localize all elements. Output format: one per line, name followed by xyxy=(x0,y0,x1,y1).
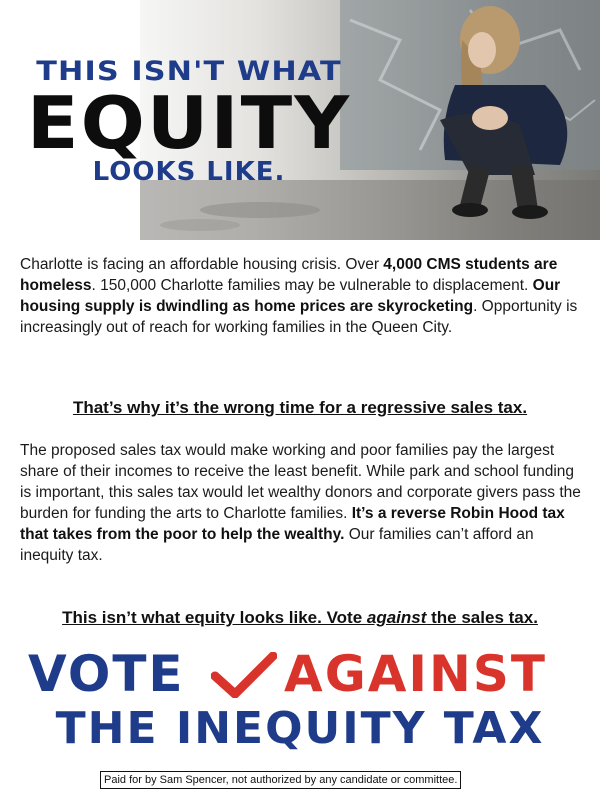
paid-for-disclaimer: Paid for by Sam Spencer, not authorized by any candidate or committee. xyxy=(100,771,461,789)
against-word: AGAINST xyxy=(284,645,547,703)
headline-line1: THIS ISN'T WHAT xyxy=(36,56,342,87)
headline-equity: EQUITY xyxy=(26,81,352,165)
cta-text-before: This isn’t what equity looks like. Vote xyxy=(62,608,367,627)
intro-bold-1: 4,000 CMS students are homeless xyxy=(20,256,558,294)
argument-paragraph xyxy=(20,440,585,566)
hero-banner xyxy=(0,0,600,240)
intro-paragraph xyxy=(20,254,585,338)
cta-text-after: the sales tax. xyxy=(426,608,538,627)
intro-text-3: . Opportunity is increasingly out of reach for working families in the Queen City. xyxy=(20,298,578,336)
argument-text-2: Our families can’t afford an inequity tax. xyxy=(20,526,534,564)
section-heading-regressive-tax: That’s why it’s the wrong time for a regressive sales tax. xyxy=(72,398,528,417)
cta-italic-against: against xyxy=(366,608,427,627)
headline xyxy=(24,56,354,188)
inequity-tax-line: THE INEQUITY TAX xyxy=(55,703,545,754)
vote-banner xyxy=(28,645,588,703)
checkmark-icon xyxy=(211,652,277,698)
intro-text-2: . 150,000 Charlotte families may be vulnerable to displacement. xyxy=(91,277,533,294)
call-to-action-heading xyxy=(0,608,600,628)
argument-text-1: The proposed sales tax would make working and poor families pay the largest share of their incomes to receive the least benefit. While park and school funding is important, this sales tax would let wealthy donors and corporate givers pass the burden for funding the arts to Charlotte families. xyxy=(20,442,581,522)
argument-bold: It’s a reverse Robin Hood tax that takes from the poor to help the wealthy. xyxy=(20,505,565,543)
intro-text-1: Charlotte is facing an affordable housing crisis. Over xyxy=(20,256,384,273)
vote-word: VOTE xyxy=(28,645,185,703)
intro-bold-2: Our housing supply is dwindling as home prices are skyrocketing xyxy=(20,277,561,315)
headline-line3: LOOKS LIKE. xyxy=(92,157,286,188)
